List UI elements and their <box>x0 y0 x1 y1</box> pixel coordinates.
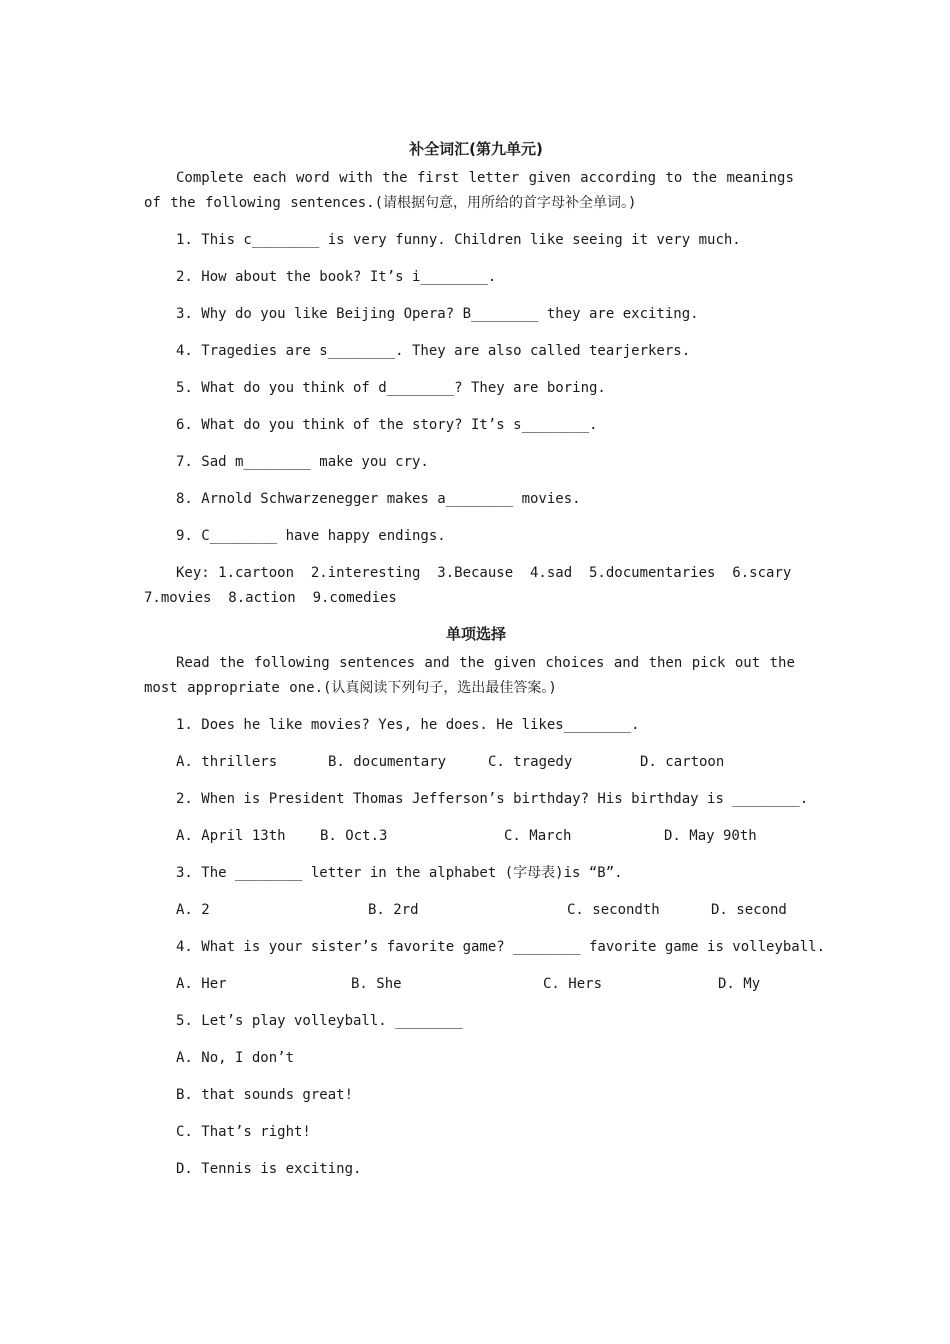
question-5-option-a: A. No, I don’t <box>176 1050 295 1066</box>
option: D. My <box>718 976 761 992</box>
question-4-options <box>144 972 808 997</box>
vocab-item-7: 7. Sad m________ make you cry. <box>176 454 429 470</box>
option: A. 2 <box>176 902 210 918</box>
vocabulary-instruction: Complete each word with the first letter given according to the meanings of the following sentences.(请根据句意，用所给的首字母补全单词。) <box>144 170 794 211</box>
option: A. Her <box>176 976 227 992</box>
option: C. Hers <box>543 976 603 992</box>
section-title-vocabulary: 补全词汇(第九单元) <box>409 140 543 158</box>
question-5: 5. Let’s play volleyball. ________ <box>176 1013 463 1029</box>
option: C. secondth <box>567 902 660 918</box>
vocab-item-3: 3. Why do you like Beijing Opera? B________ they are exciting. <box>176 306 699 322</box>
vocab-item-5: 5. What do you think of d________? They are boring. <box>176 380 606 396</box>
question-5-option-c: C. That’s right! <box>176 1124 311 1140</box>
vocab-item-8: 8. Arnold Schwarzenegger makes a________ movies. <box>176 491 581 507</box>
question-1-options <box>144 750 808 775</box>
vocab-item-6: 6. What do you think of the story? It’s s________. <box>176 417 598 433</box>
question-5-option-b: B. that sounds great! <box>176 1087 354 1103</box>
question-2: 2. When is President Thomas Jefferson’s birthday? His birthday is ________. <box>176 791 809 807</box>
vocab-item-9: 9. C________ have happy endings. <box>176 528 446 544</box>
document-page <box>144 134 826 1194</box>
vocab-item-1: 1. This c________ is very funny. Children like seeing it very much. <box>176 232 741 248</box>
option: B. 2rd <box>368 902 419 918</box>
option: C. tragedy <box>488 754 573 770</box>
vocab-item-2: 2. How about the book? It’s i________. <box>176 269 497 285</box>
answer-key: Key: 1.cartoon 2.interesting 3.Because 4.sad 5.documentaries 6.scary 7.movies 8.action 9.comedies <box>144 565 792 606</box>
option: C. March <box>504 828 572 844</box>
question-2-options <box>144 824 808 849</box>
option: A. thrillers <box>176 754 278 770</box>
multiple-choice-instruction: Read the following sentences and the given choices and then pick out the most appropriate one.(认真阅读下列句子，选出最佳答案。) <box>144 655 795 696</box>
option: B. Oct.3 <box>320 828 388 844</box>
option: D. second <box>711 902 787 918</box>
option: B. documentary <box>328 754 447 770</box>
question-3-options <box>144 898 808 923</box>
vocab-item-4: 4. Tragedies are s________. They are also called tearjerkers. <box>176 343 691 359</box>
option: D. May 90th <box>664 828 757 844</box>
section-title-multiple-choice: 单项选择 <box>445 625 506 643</box>
option: D. cartoon <box>640 754 725 770</box>
question-3: 3. The ________ letter in the alphabet (字母表)is “B”. <box>176 865 623 881</box>
question-4: 4. What is your sister’s favorite game? ________ favorite game is volleyball. <box>176 939 826 955</box>
option: A. April 13th <box>176 828 286 844</box>
question-5-option-d: D. Tennis is exciting. <box>176 1161 362 1177</box>
option: B. She <box>351 976 402 992</box>
question-1: 1. Does he like movies? Yes, he does. He likes________. <box>176 717 640 733</box>
